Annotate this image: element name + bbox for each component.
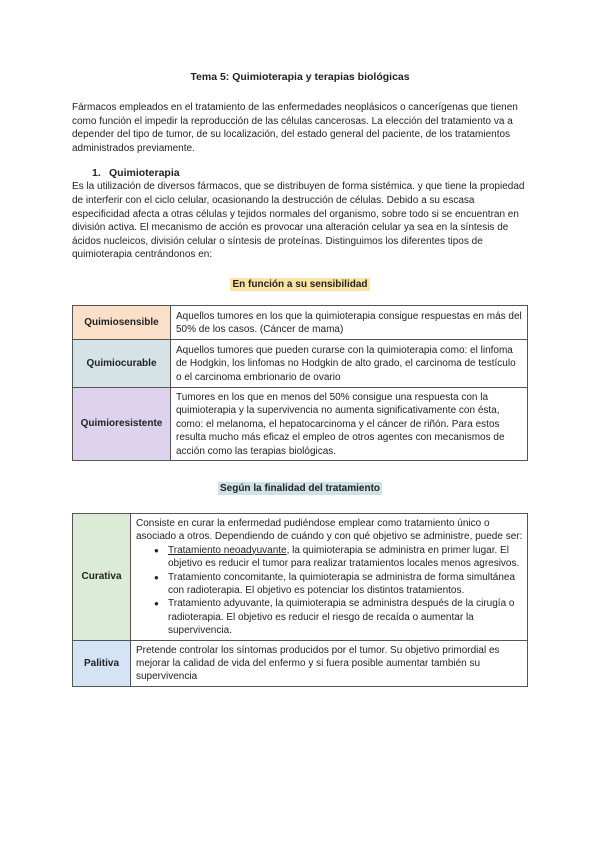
section-title: Quimioterapia — [109, 167, 180, 180]
list-item: ● Tratamiento adyuvante, la quimioterapia se administra después de la cirugía o radioterapia. El objetivo es reducir el riesgo de recaída o aumentar la supervivencia. — [168, 597, 523, 637]
row-text: Pretende controlar los síntomas producidos por el tumor. Su objetivo primordial es mejorar la calidad de vida del enfermo y si fuera posible aumentar también su supervivencia — [131, 640, 528, 686]
sensitivity-table — [72, 305, 528, 461]
section-number: 1. — [92, 167, 101, 180]
neoadyuvante-term: Tratamiento neoadyuvante — [168, 544, 287, 556]
row-label: Quimiosensible — [73, 305, 171, 339]
document-title: Tema 5: Quimioterapia y terapias biológicas — [190, 71, 410, 83]
row-label: Curativa — [73, 513, 131, 640]
table-row — [73, 640, 528, 686]
table-row — [73, 387, 528, 460]
list-item: ● Tratamiento neoadyuvante, la quimioterapia se administra en primer lugar. El objetivo es reducir el tumor para realizar tratamientos locales menos agresivos. — [168, 544, 523, 571]
row-label: Quimiocurable — [73, 339, 171, 387]
document-page — [72, 71, 528, 687]
row-text: Aquellos tumores que pueden curarse con la quimioterapia como: el linfoma de Hodgkin, los linfomas no Hodgkin de alto grado, el carcinoma de testículo o el carcinoma embrionario de ovario — [171, 339, 528, 387]
list-item: ● Tratamiento concomitante, la quimioterapia se administra de forma simultánea con radioterapia. El objetivo es potenciar los distintos tratamientos. — [168, 571, 523, 598]
row-text: Aquellos tumores en los que la quimioterapia consigue respuestas en más del 50% de los casos. (Cáncer de mama) — [171, 305, 528, 339]
table-row — [73, 339, 528, 387]
treatment-list — [136, 544, 523, 638]
row-label: Palitiva — [73, 640, 131, 686]
purpose-heading: Según la finalidad del tratamiento — [219, 482, 381, 494]
row-label: Quimioresistente — [73, 387, 171, 460]
intro-paragraph: Fármacos empleados en el tratamiento de las enfermedades neoplásicos o cancerígenas que tienen como función el impedir la reproducción de las células cancerosas. La elección del tratamiento va a depender del tipo de tumor, de su localización, del estado general del paciente, de los tratamientos administrados previamente. — [72, 102, 518, 154]
table-row — [73, 305, 528, 339]
row-text: Tumores en los que en menos del 50% consigue una respuesta con la quimioterapia y la supervivencia no aumenta significativamente con ésta, como: el melanoma, el hepatocarcinoma y el cáncer de riñón. Para estos resulta mucho más eficaz el empleo de otros agentes con mecanismos de acción como las terapias biológicas. — [171, 387, 528, 460]
purpose-table — [72, 513, 528, 687]
curativa-intro: Consiste en curar la enfermedad pudiéndose emplear como tratamiento único o asociado a otros. Dependiendo de cuándo y con qué objetivo se administre, puede ser: — [136, 517, 523, 543]
row-text — [131, 513, 528, 640]
table-row — [73, 513, 528, 640]
section-heading — [92, 167, 528, 179]
section-body: Es la utilización de diversos fármacos, que se distribuyen de forma sistémica. y que tiene la propiedad de interferir con el ciclo celular, ocasionando la destrucción de células. Debido a su escasa especificidad afecta a otras células y tejidos normales del organismo, sobre todo si se encuentran en división activa. El mecanismo de acción es provocar una alteración celular ya sea en la síntesis de ácidos nucleicos, división celular o síntesis de proteínas. Distinguimos los diferentes tipos de quimioterapia centrándonos en: — [72, 181, 525, 261]
sensitivity-heading: En función a su sensibilidad — [232, 278, 368, 290]
